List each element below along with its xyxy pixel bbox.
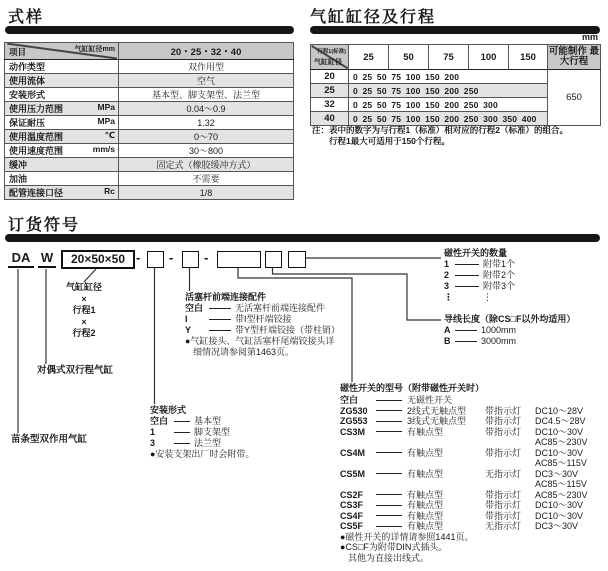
stroke-col-header: 50 [389,45,429,70]
row-value: 0～70 [119,130,294,144]
row-value: 基本型、脚支架型、法兰型 [119,88,294,102]
stroke-table [310,44,601,126]
row-value: 30～800 [119,144,294,158]
row-value: 双作用型 [119,60,294,74]
lead-length-title: 导线长度（除CS□F以外均适用） [444,314,576,324]
switch-model-row: ZG530 2线式无触点型 带指示灯 DC10～28V [340,405,584,416]
switch-model-title: 磁性开关的型号（附带磁性开关时） [340,383,485,393]
mounting-note: ●安装支架出厂时会附带。 [150,449,255,459]
switch-model-volt2: AC85～115V [535,479,587,489]
stroke-diag-bottom-label: 气缸缸径 [314,59,342,66]
code-rod-end-box [182,251,199,268]
max-stroke-value: 650 [548,70,601,126]
switch-model-volt2: AC85～115V [535,458,587,468]
row-label: 使用温度范围 [9,132,64,142]
dash-connector [376,400,402,401]
spec-header-row [5,43,294,60]
dash-connector [376,452,402,453]
dash-connector [455,286,479,287]
table-row [5,172,294,186]
row-value: 0.04～0.9 [119,102,294,116]
switch-model-row: CS2F 有触点型 带指示灯 AC85～230V [340,489,588,500]
spec-table [4,42,294,200]
stroke-col-header: 100 [469,45,509,70]
code-separator: - [204,250,209,265]
row-label: 使用流体 [9,76,46,86]
bore-cell: 25 [311,84,349,98]
stroke-diagonal-header-cell [311,45,349,70]
list-item: 空白 基本型 [150,416,222,426]
bore-cell: 40 [311,112,349,126]
dash-connector [209,308,231,309]
row-label: 加油 [9,174,28,184]
row-unit: MPa [97,116,115,126]
dash-connector [174,421,190,422]
row-unit: ℃ [104,130,115,140]
row-value: 固定式（橡胶缓冲方式） [119,158,294,172]
stroke-diag-top-label: 行程1(标准) [317,49,346,55]
ellipsis-row: ⋮ ⋮ [444,292,492,302]
switch-model-note-1: ●磁性开关的详情请参照1441页。 [340,531,474,542]
list-item: 2 附带2个 [444,270,516,280]
code-type: W [38,250,56,268]
switch-qty-block [444,248,515,303]
table-row [5,74,294,88]
code-mounting-box [147,251,164,268]
line-size [84,269,96,282]
table-row [5,144,294,158]
code-separator: - [169,250,174,265]
switch-model-row: CS4F 有触点型 带指示灯 DC10～30V [340,510,584,521]
switch-qty-title: 磁性开关的数量 [444,248,508,258]
row-value: 空气 [119,74,294,88]
ordering-title-bar [5,234,600,242]
list-item: I 带I型杆端铰接 [185,314,292,324]
dash-connector [455,275,479,276]
dual-stroke-label: 对偶式双行程气缸 [37,365,114,376]
code-size-box: 20×50×50 [61,250,135,269]
bore-stroke-label: 气缸缸径 × 行程1 × 行程2 [65,282,102,338]
list-item: A 1000mm [444,325,517,335]
table-row [5,102,294,116]
dash-connector [376,421,402,422]
note-line-2: 行程1最大可适用于150个行程。 [329,136,450,146]
strokes-cell: 0 25 50 75 100 150 200 250 300 [349,98,548,112]
row-value: 1/8 [119,186,294,200]
list-item: 1 附带1个 [444,259,516,269]
mounting-block [150,405,254,460]
bore-cell: 32 [311,98,349,112]
list-item: 3 附带3个 [444,281,516,291]
switch-model-row: CS3M 有触点型 带指示灯 DC10～30V [340,426,584,437]
spec-diag-top-label: 气缸缸径mm [74,46,115,53]
switch-model-row: CS5F 有触点型 无指示灯 DC3～30V [340,521,579,531]
list-item: 空白 无活塞杆前端连接配件 [185,303,326,313]
spec-section-title: 式样 [8,9,45,26]
table-row [5,88,294,102]
row-label: 动作类型 [9,62,46,72]
code-switch-qty-box [288,251,306,268]
table-row [5,186,294,200]
strokes-cell: 0 25 50 75 100 150 200 250 [349,84,548,98]
stroke-header-row [311,45,601,70]
table-row [5,158,294,172]
stroke-col-header: 75 [429,45,469,70]
row-label: 使用压力范围 [9,104,64,114]
dash-connector [376,515,402,516]
strokes-cell: 0 25 50 75 100 150 200 250 300 350 400 [349,112,548,126]
row-label: 配管连接口径 [9,188,64,198]
switch-model-note-3: 其他为直接出线式。 [348,552,430,563]
stroke-section-title: 气缸缸径及行程 [310,9,437,26]
row-unit: Rc [104,186,115,196]
table-row [5,130,294,144]
dash-connector [376,494,402,495]
code-prefix: DA [8,250,34,268]
dash-connector [376,526,402,527]
mounting-title: 安装形式 [150,405,187,415]
dash-connector [455,330,477,331]
dash-connector [376,473,402,474]
code-switch-model-box [217,251,261,268]
rod-end-title: 活塞杆前端连接配件 [185,292,267,302]
dash-connector [376,431,402,432]
switch-model-row: 空白 无磁性开关 [340,395,453,405]
lead-length-block [444,314,575,347]
spec-diagonal-header-cell [5,43,119,60]
switch-model-row: CS4M 有触点型 带指示灯 DC10～30V [340,447,584,458]
list-item: Y 带Y型杆端铰接（带柱销） [185,325,341,335]
row-label: 使用速度范围 [9,146,64,156]
switch-model-row: ZG553 3线式无触点型 带指示灯 DC4.5～28V [340,416,586,426]
stroke-table-note [312,125,604,147]
stroke-col-header: 150 [509,45,548,70]
rod-end-note-1: ●气缸接头、气缸活塞杆尾端铰接头详 [185,336,335,346]
rod-end-block [185,292,340,358]
list-item: B 3000mm [444,336,517,346]
max-stroke-header: 可能制作 最大行程 [548,45,601,70]
dash-connector [174,432,190,433]
dash-connector [376,410,402,411]
row-value: 不需要 [119,172,294,186]
code-separator: - [136,250,141,265]
strokes-cell: 0 25 50 75 100 150 200 [349,70,548,84]
spec-title-bar [5,26,294,34]
code-lead-length-box [265,251,282,268]
slim-cylinder-label: 苗条型双作用气缸 [11,434,88,445]
switch-model-row: CS3F 有触点型 带指示灯 DC10～30V [340,500,584,510]
spec-diag-bottom-label: 项目 [9,47,27,57]
row-label: 保证耐压 [9,118,46,128]
row-label: 缓冲 [9,160,28,170]
stroke-col-header: 25 [349,45,389,70]
dash-connector [209,319,231,320]
row-unit: MPa [97,102,115,112]
switch-model-row: CS5M 有触点型 无指示灯 DC3～30V [340,468,579,479]
dash-connector [455,264,479,265]
list-item: 3 法兰型 [150,438,222,448]
ordering-section-title: 订货符号 [8,217,81,234]
dash-connector [209,330,231,331]
switch-model-block [340,383,588,563]
switch-model-note-2: ●CS□F为附带DIN式插头。 [340,542,448,552]
row-value: 1.32 [119,116,294,130]
switch-model-volt2: AC85～230V [535,437,588,447]
row-unit: mm/s [92,144,115,154]
dash-connector [455,341,477,342]
dash-connector [376,505,402,506]
dash-connector [174,443,190,444]
rod-end-note-2: 细情况请参阅第1463页。 [193,347,295,357]
bore-cell: 20 [311,70,349,84]
list-item: 1 脚支架型 [150,427,231,437]
table-row [311,70,601,84]
note-line-1: 注：表中的数字为与行程1（标准）相对应的行程2（标准）的组合。 [312,125,568,135]
row-label: 安装形式 [9,90,46,100]
spec-header-value: 20・25・32・40 [119,43,294,60]
table-row [5,60,294,74]
unit-label-mm: mm [581,32,598,42]
table-row [5,116,294,130]
